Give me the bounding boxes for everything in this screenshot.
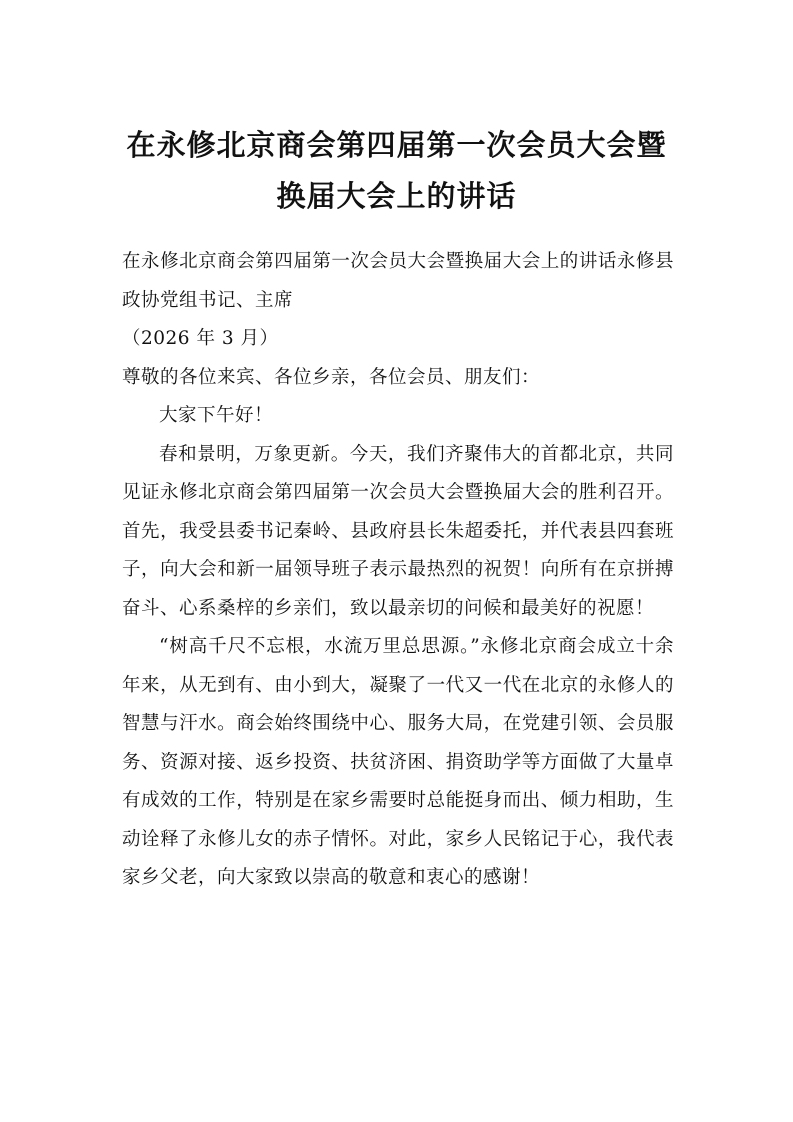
subtitle: 在永修北京商会第四届第一次会员大会暨换届大会上的讲话永修县政协党组书记、主席: [122, 251, 674, 311]
date-line: （2026 年 3 月）: [122, 328, 279, 349]
paragraph-1: 春和景明，万象更新。今天，我们齐聚伟大的首都北京，共同见证永修北京商会第四届第一次会员大会暨换届大会的胜利召开。首先，我受县委书记秦岭、县政府县长朱超委托，并代表县四套班子，向大会和新一届领导班子表示最热烈的祝贺！向所有在京拼搏奋斗、心系桑梓的乡亲们，致以最亲切的问候和最美好的祝愿！: [122, 443, 674, 619]
document-title-line-2: 换届大会上的讲话: [276, 179, 517, 213]
document-title-line-1: 在永修北京商会第四届第一次会员大会暨: [126, 128, 667, 162]
paragraph-2: “树高千尺不忘根，水流万里总思源。”永修北京商会成立十余年来，从无到有、由小到大，凝聚了一代又一代在北京的永修人的智慧与汗水。商会始终围绕中心、服务大局，在党建引领、会员服务、资源对接、返乡投资、扶贫济困、捐资助学等方面做了大量卓有成效的工作，特别是在家乡需要时总能挺身而出、倾力相助，生动诠释了永修儿女的赤子情怀。对此，家乡人民铭记于心，我代表家乡父老，向大家致以崇高的敬意和衷心的感谢！: [122, 636, 674, 888]
greeting: 大家下午好！: [159, 405, 274, 426]
salutation: 尊敬的各位来宾、各位乡亲，各位会员、朋友们：: [122, 366, 541, 388]
document-body: [122, 243, 674, 898]
